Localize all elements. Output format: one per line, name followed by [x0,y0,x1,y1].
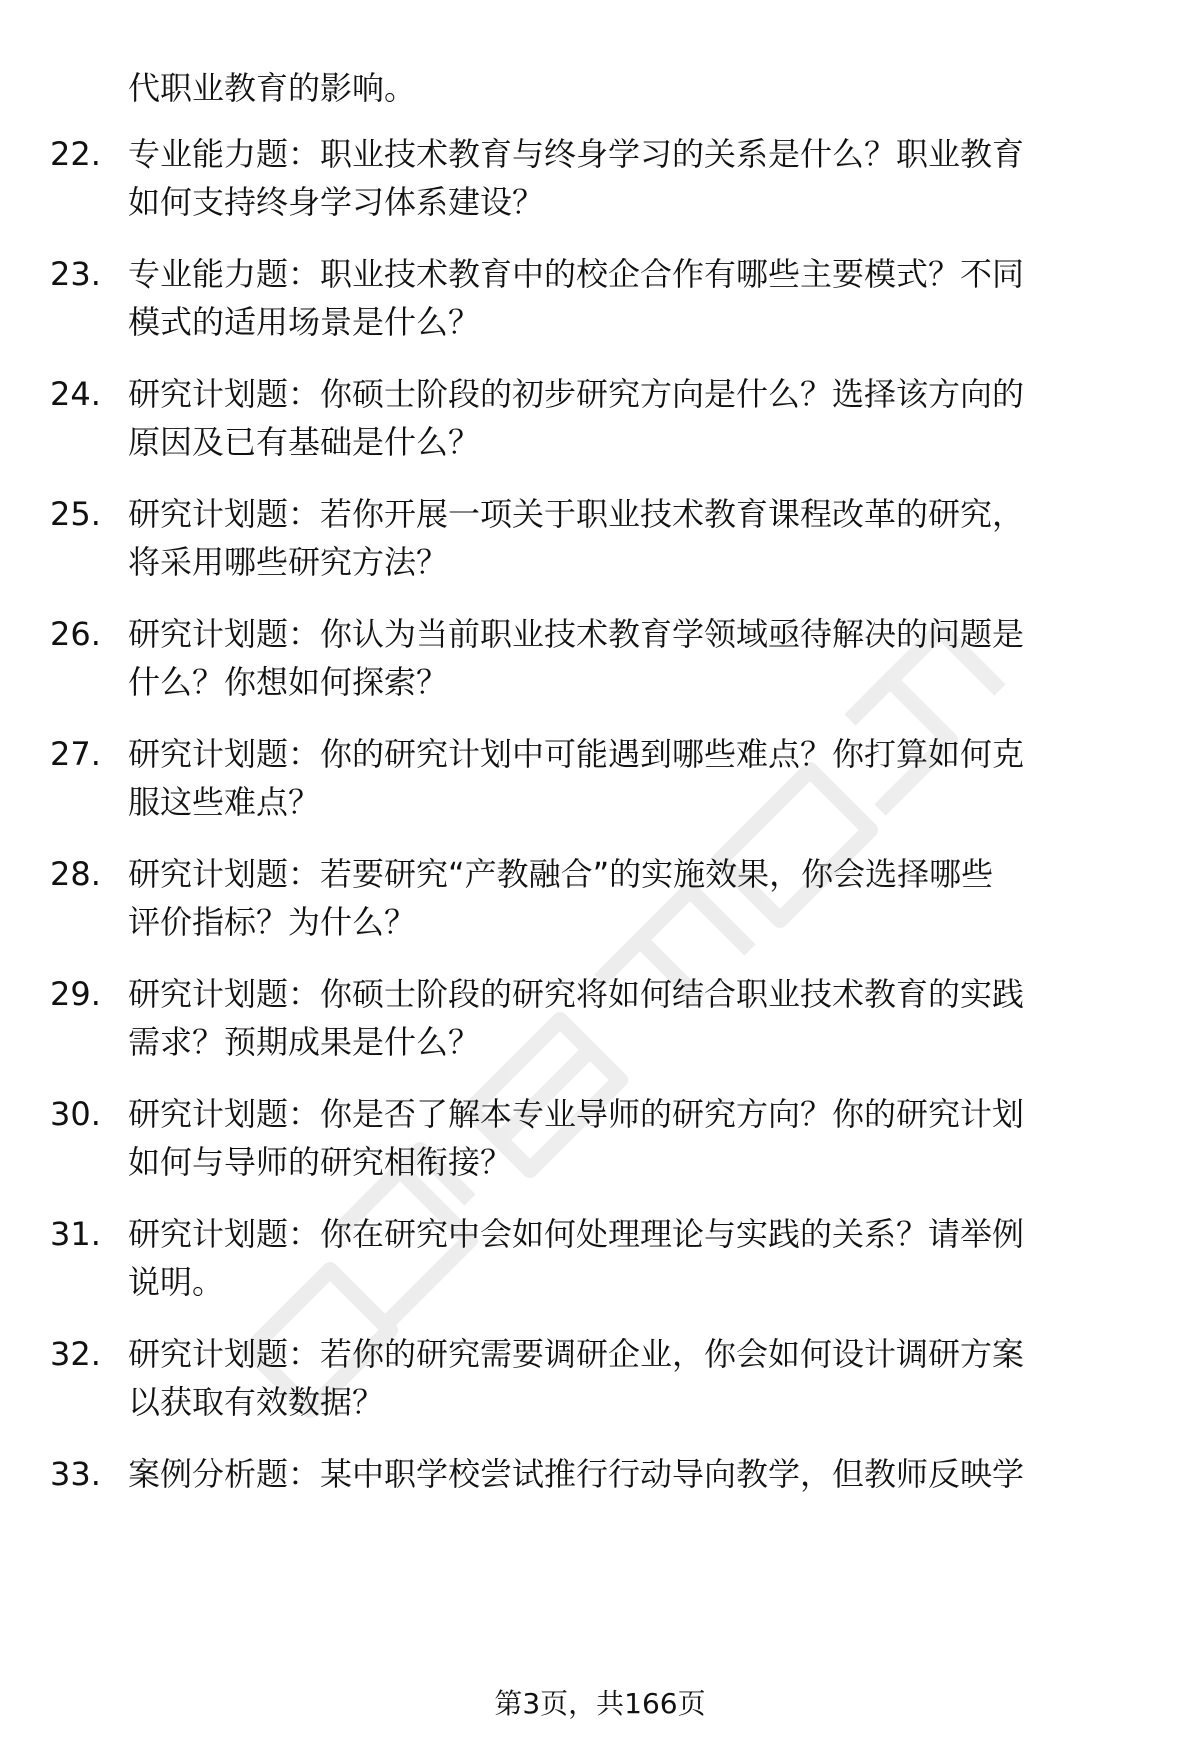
question-number: 22. [50,135,101,173]
question-number: 24. [50,375,101,413]
continued-text-line: 代职业教育的影响。 [128,69,417,107]
question-line: 服这些难点？ [128,783,321,821]
question-line: 将采用哪些研究方法？ [128,543,449,581]
question-line: 评价指标？为什么？ [128,903,417,941]
question-line: 说明。 [128,1263,225,1301]
question-text [128,850,1148,946]
page-number-footer: 第3页，共166页 [494,1687,706,1720]
question-text [128,1450,1148,1498]
question-number: 30. [50,1095,101,1133]
question-line: 什么？你想如何探索？ [128,663,449,701]
question-line: 模式的适用场景是什么？ [128,303,481,341]
question-line: 研究计划题：若你开展一项关于职业技术教育课程改革的研究， [128,495,1025,533]
question-line: 研究计划题：你是否了解本专业导师的研究方向？你的研究计划 [128,1095,1025,1133]
question-line: 需求？预期成果是什么？ [128,1023,481,1061]
question-line: 如何与导师的研究相衔接？ [128,1143,513,1181]
question-text [128,1330,1148,1426]
question-line: 研究计划题：你硕士阶段的初步研究方向是什么？选择该方向的 [128,375,1025,413]
question-number: 23. [50,255,101,293]
question-number: 31. [50,1215,101,1253]
question-text [128,370,1148,466]
question-line: 研究计划题：你的研究计划中可能遇到哪些难点？你打算如何克 [128,735,1025,773]
question-line: 以获取有效数据？ [128,1383,385,1421]
question-line: 研究计划题：你在研究中会如何处理理论与实践的关系？请举例 [128,1215,1025,1253]
question-number: 26. [50,615,101,653]
question-number: 29. [50,975,101,1013]
question-line: 案例分析题：某中职学校尝试推行行动导向教学，但教师反映学 [128,1455,1025,1493]
question-text [128,490,1148,586]
question-text [128,130,1148,226]
question-line: 如何支持终身学习体系建设？ [128,183,545,221]
question-line: 专业能力题：职业技术教育中的校企合作有哪些主要模式？不同 [128,255,1025,293]
question-number: 33. [50,1455,101,1493]
question-text [128,970,1148,1066]
question-number: 27. [50,735,101,773]
question-line: 研究计划题：你认为当前职业技术教育学领域亟待解决的问题是 [128,615,1025,653]
question-text [128,730,1148,826]
question-number: 28. [50,855,101,893]
question-text [128,1210,1148,1306]
question-text [128,610,1148,706]
question-line: 专业能力题：职业技术教育与终身学习的关系是什么？职业教育 [128,135,1025,173]
question-line: 原因及已有基础是什么？ [128,423,481,461]
question-text [128,250,1148,346]
question-line: 研究计划题：若你的研究需要调研企业，你会如何设计调研方案 [128,1335,1025,1373]
question-line: 研究计划题：若要研究“产教融合”的实施效果，你会选择哪些 [128,855,994,893]
question-text [128,1090,1148,1186]
question-number: 25. [50,495,101,533]
question-number: 32. [50,1335,101,1373]
question-line: 研究计划题：你硕士阶段的研究将如何结合职业技术教育的实践 [128,975,1025,1013]
